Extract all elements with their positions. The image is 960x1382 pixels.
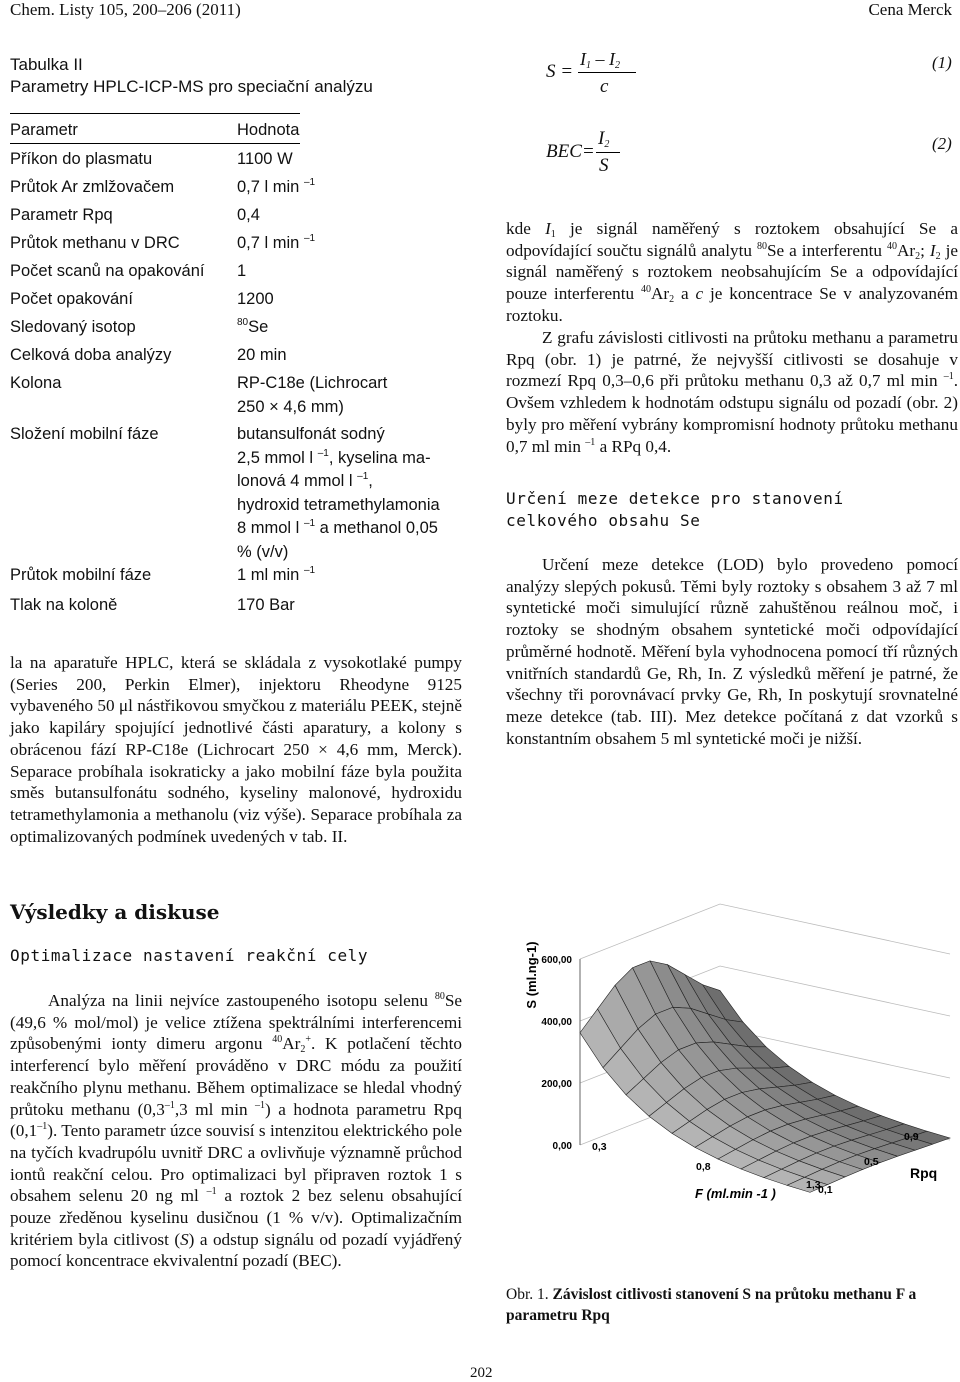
table-value-cell: 0,7 l min $^{-1}$ xyxy=(237,177,316,196)
equation-2-number: (2) xyxy=(932,134,952,153)
equation-2-denominator: S xyxy=(599,155,609,176)
table-value-cell: 2,5 mmol l $^{-1}$, kyselina ma- xyxy=(237,447,431,467)
journal-header: Chem. Listy 105, 200–206 (2011) xyxy=(10,0,241,19)
y-tick-label: 0,9 xyxy=(904,1131,919,1143)
z-axis-title: S (ml.ng-1) xyxy=(524,941,539,1009)
table-param-cell: Průtok Ar zmlžovačem xyxy=(10,178,175,196)
table-param-cell: Celková doba analýzy xyxy=(10,346,172,364)
table-caption: Parametry HPLC-ICP-MS pro speciační analýzu xyxy=(10,77,373,96)
table-value-cell: 170 Bar xyxy=(237,596,295,614)
table-param-cell: Průtok mobilní fáze xyxy=(10,566,152,584)
table-value-cell: butansulfonát sodný xyxy=(237,425,385,443)
y-tick-label: 0,5 xyxy=(864,1156,879,1168)
table-top-rule xyxy=(10,113,300,114)
table-param-cell: Tlak na koloně xyxy=(10,596,118,614)
chart-gridline xyxy=(580,904,950,959)
table-header-rule xyxy=(10,143,300,144)
table-value-cell: 250 × 4,6 mm) xyxy=(237,397,344,416)
equation-1-fraction-bar xyxy=(578,72,636,73)
surface-chart xyxy=(500,880,960,1210)
methods-paragraph: la na aparatuře HPLC, která se skládala z vysokotlaké pumpy (Series 200, Perkin Elmer), injektoru Rheodyne 9125 vybaveného 50 μl nástřikovou smyčkou z materiálu PEEK, stejně jako kapiláry spojující jednotlivé části aparatury, a kolony s obrácenou fází RP-C18e (Lichrocart 250 × 4,6 mm, Merck). Separace probíhala isokraticky a jako mobilní fáze byla použita směs butansulfonátu sodného, kyseliny malonové, hydroxidu tetramethylamonia a methanolu (viz výše). Separace probíhala za optimalizovaných podmínek uvedených v tab. II. xyxy=(10,653,462,846)
lod-paragraph: Určení meze detekce (LOD) bylo provedeno pomocí analýzy slepých pokusů. Těmi byly roztoky s obsahem 3 až 7 ml syntetické moči simulující různě zahuštěnou reálnou moč, i roztoky se shodným obsahem syntetické moči odpovídající průměrné hodnotě. Měření byla vyhodnocena pomocí tří různých vnitřních standardů Ge, Rh, In. Z výsledků měření je patrné, že všechny tři porovnávací prvky Ge, Rh, In poskytují srovnatelné meze detekce (tab. III). Mez detekce počítaná z dat vzorků s konstantním obsahem 5 ml syntetické moči je nižší. xyxy=(506,555,958,748)
table-param-cell: Kolona xyxy=(10,374,62,392)
figure-caption xyxy=(506,1284,958,1326)
equation-2-fraction-bar xyxy=(596,152,620,153)
equation-1-denominator: c xyxy=(600,76,609,97)
z-tick-label: 0,00 xyxy=(552,1141,572,1152)
definitions-paragraph: kde $I_1$ je signál naměřený s roztokem obsahující Se a odpovídající součtu signálů analytu $^{80}$Se a interferentu $^{40}Ar_2$; $I_2$ je signál naměřený s roztokem neobsahujícím Se a odpovídající pouze interferentu $^{40}Ar_2$ a c je koncentrace Se v analyzovaném roztoku. xyxy=(506,219,958,325)
y-tick-label: 0,1 xyxy=(818,1184,833,1196)
table-header-param: Parametr xyxy=(10,121,78,139)
table-value-cell: RP-C18e (Lichrocart xyxy=(237,374,388,392)
table-param-cell: Parametr Rpq xyxy=(10,206,113,224)
subsection-heading: Optimalizace nastavení reakční cely xyxy=(10,946,369,965)
table-value-cell: 1 ml min $^{-1}$ xyxy=(237,565,316,584)
z-tick-label: 200,00 xyxy=(541,1079,572,1090)
results-paragraph: Z grafu závislosti citlivosti na průtoku methanu a parametru Rpq (obr. 1) je patrné, že nejvyšší citlivosti se dosahuje v rozmezí Rpq 0,3–0,6 při průtoku methanu 0,3 až 0,7 ml min $^{-1}$. Ovšem vzhledem k hodnotám odstupu signálu od pozadí (obr. 2) byly pro měření vybrány kompromisní hodnoty průtoku methanu 0,7 ml min $^{-1}$ a RPq 0,4. xyxy=(506,328,958,456)
figure-label: Obr. 1. xyxy=(506,1286,549,1303)
table-value-cell: 1 xyxy=(237,262,247,280)
table-header-value: Hodnota xyxy=(237,121,300,139)
table-value-cell: 20 min xyxy=(237,346,287,364)
table-value-cell: 0,7 l min $^{-1}$ xyxy=(237,233,316,252)
y-axis-title: Rpq xyxy=(910,1165,938,1181)
table-value-cell: 0,4 xyxy=(237,206,260,224)
optimization-paragraph: Analýza na linii nejvíce zastoupeného isotopu selenu $^{80}$Se (49,6 % mol/mol) je velice ztížena spektrálními interferencemi způsobenými ionty dimeru argonu $^{40}Ar_2^+$. K potlačení těchto interferencí bylo měření prováděno v DRC módu za použití reakčního plynu methanu. Během optimalizace se hledal vhodný průtoku methanu ($0,3^{-1},3$ ml min $^{-1}$) a hodnota parametru Rpq $(0,1^{-1})$. Tento parametr úzce souvisí s intenzitou elektrického pole na tyčích kvadrupólu uvnitř DRC a ovlivňuje významně průchod iontů reakční celou. Pro optimalizaci byl připraven roztok 1 s obsahem selenu 20 ng ml $^{-1}$ a roztok 2 bez selenu obsahující pouze zředěnou kyselinu dusičnou (1 % v/v). Optimalizačním kritériem byla citlivost (S) a odstup signálu od pozadí vyjádřený pomocí koncentrace ekvivalentní pozadí (BEC). xyxy=(10,991,463,1271)
x-tick-label: 0,3 xyxy=(592,1141,607,1153)
table-value-cell: lonová 4 mmol l $^{-1}$, xyxy=(237,471,373,490)
figure-caption-text: Závislost citlivosti stanovení S na průtoku methanu F a parametru Rpq xyxy=(506,1286,917,1324)
equation-1-numerator: $I_1 - I_2$ xyxy=(580,49,620,71)
z-tick-label: 400,00 xyxy=(541,1017,572,1028)
table-param-cell: Sledovaný isotop xyxy=(10,318,136,336)
section-heading: Výsledky a diskuse xyxy=(10,900,220,924)
table-param-cell: Příkon do plasmatu xyxy=(10,150,153,168)
table-value-cell: 1100 W xyxy=(237,150,293,168)
x-axis-title: F (ml.min -1 ) xyxy=(695,1186,776,1201)
table-param-cell: Složení mobilní fáze xyxy=(10,425,159,443)
table-param-cell: Počet opakování xyxy=(10,290,133,308)
lod-subsection-heading: Určení meze detekce pro stanovení celkového obsahu Se xyxy=(506,489,844,530)
equation-1-number: (1) xyxy=(932,53,952,72)
table-param-cell: Průtok methanu v DRC xyxy=(10,234,180,252)
equation-2-numerator: $I_2$ xyxy=(598,128,610,150)
table-param-cell: Počet scanů na opakování xyxy=(10,262,205,280)
table-value-cell: hydroxid tetramethylamonia xyxy=(237,495,440,514)
equation-2-lhs: BEC= xyxy=(546,141,595,162)
equation-1-lhs: S = xyxy=(546,61,574,82)
page-number: 202 xyxy=(470,1365,493,1381)
table-value-cell: % (v/v) xyxy=(237,542,289,561)
x-tick-label: 1,3 xyxy=(806,1179,821,1191)
table-title: Tabulka II xyxy=(10,55,83,74)
running-title: Cena Merck xyxy=(868,0,952,19)
table-value-cell: 8 mmol l $^{-1}$ a methanol 0,05 xyxy=(237,518,438,537)
table-value-cell: 1200 xyxy=(237,290,274,308)
x-tick-label: 0,8 xyxy=(696,1161,711,1173)
table-value-cell: $^{80}$Se xyxy=(237,317,269,336)
z-tick-label: 600,00 xyxy=(541,955,572,966)
